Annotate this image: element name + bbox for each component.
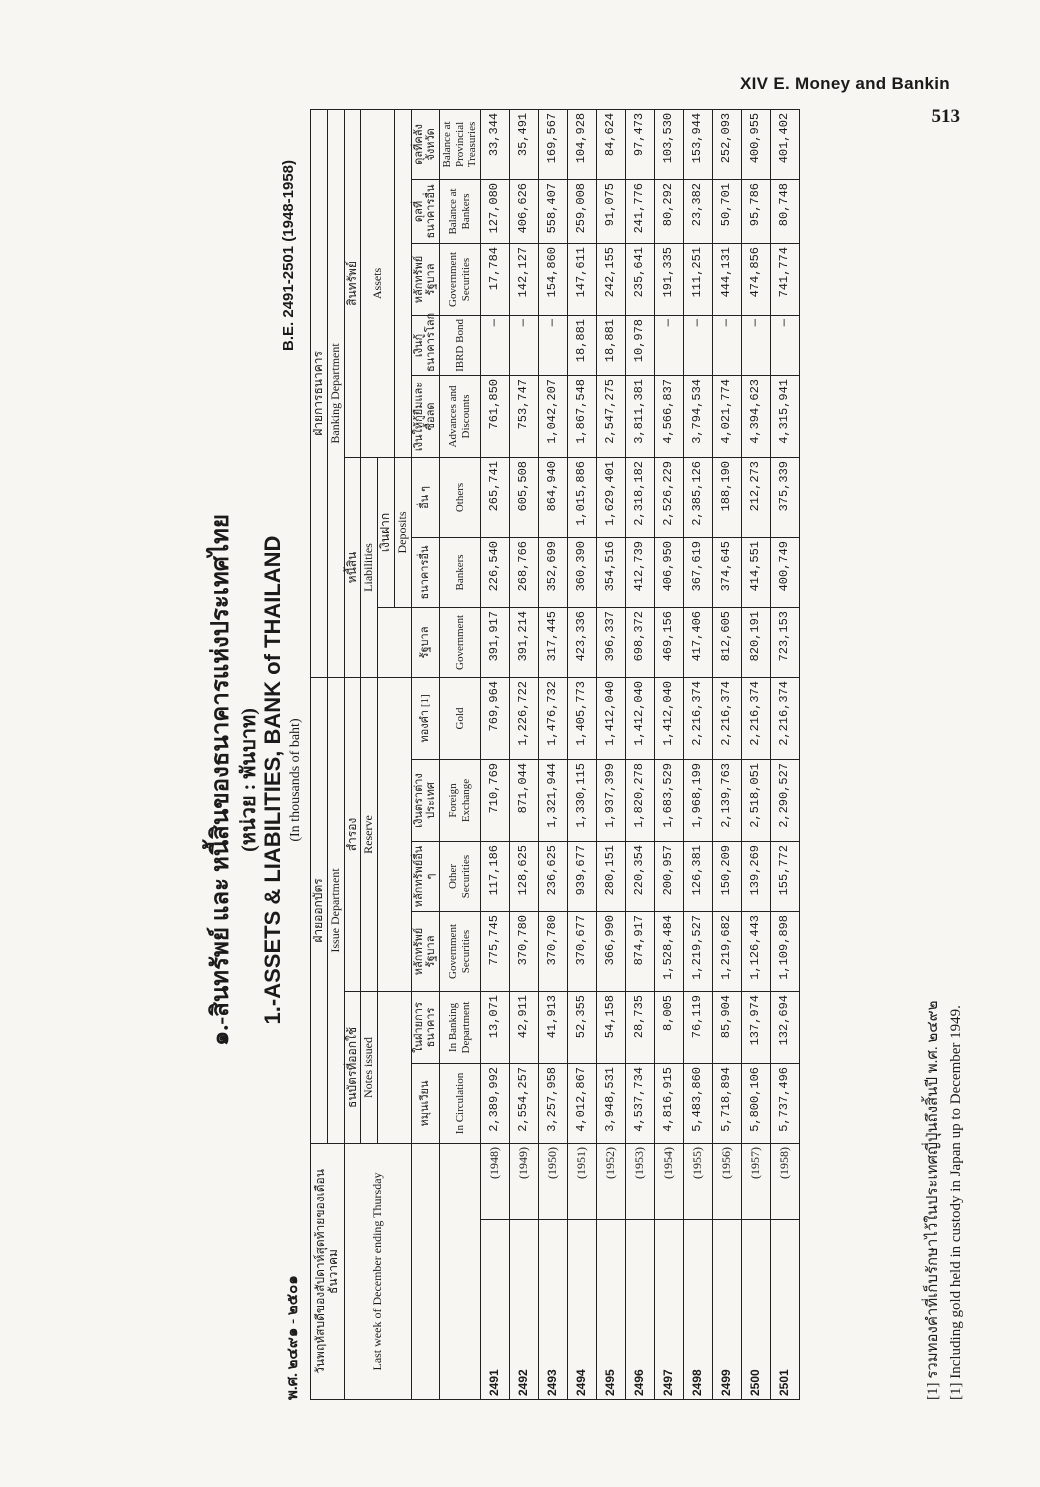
col-english-9: Others bbox=[440, 457, 481, 537]
year-ce: (1952) bbox=[596, 1143, 625, 1219]
table-cell: 1,412,040 bbox=[654, 677, 683, 759]
year-be: 2493 bbox=[538, 1220, 567, 1400]
table-cell: 252,093 bbox=[712, 109, 741, 179]
table-cell: 104,928 bbox=[567, 109, 596, 179]
table-cell: 97,473 bbox=[625, 109, 654, 179]
table-cell: 155,772 bbox=[770, 841, 799, 911]
stub-header-thai: วันพฤหัสบดีของสัปดาห์สุดท้ายของเดือนธันวาคม bbox=[311, 1143, 345, 1399]
table-cell: 710,769 bbox=[480, 759, 509, 841]
table-row bbox=[596, 109, 625, 1399]
table-cell: 367,619 bbox=[683, 537, 712, 607]
table-cell: 8,005 bbox=[654, 991, 683, 1063]
table-cell: 474,856 bbox=[741, 243, 770, 315]
col-thai-7: รัฐบาล bbox=[411, 607, 439, 677]
table-cell: 41,913 bbox=[538, 991, 567, 1063]
table-cell: 128,625 bbox=[509, 841, 538, 911]
col-thai-6: ทองคำ [1] bbox=[411, 677, 439, 759]
table-row bbox=[625, 109, 654, 1399]
table-cell: 2,518,051 bbox=[741, 759, 770, 841]
period-row bbox=[280, 160, 304, 1400]
table-cell: 1,015,886 bbox=[567, 457, 596, 537]
year-ce: (1955) bbox=[683, 1143, 712, 1219]
table-cell: 812,605 bbox=[712, 607, 741, 677]
table-cell: 28,735 bbox=[625, 991, 654, 1063]
table-cell: 4,021,774 bbox=[712, 375, 741, 457]
table-cell: 150,209 bbox=[712, 841, 741, 911]
table-cell: 18,881 bbox=[596, 315, 625, 375]
footnote-english: [1] Including gold held in custody in Japan up to December 1949. bbox=[948, 1005, 964, 1400]
table-cell: 874,917 bbox=[625, 911, 654, 991]
table-cell: 2,216,374 bbox=[741, 677, 770, 759]
table-cell: 153,944 bbox=[683, 109, 712, 179]
table-cell: 18,881 bbox=[567, 315, 596, 375]
table-cell: 2,554,257 bbox=[509, 1063, 538, 1143]
period-thai: พ.ศ. ๒๔๙๑ - ๒๕๐๑ bbox=[285, 1275, 301, 1400]
table-cell: 280,151 bbox=[596, 841, 625, 911]
year-be: 2498 bbox=[683, 1220, 712, 1400]
period-english: B.E. 2491-2501 (1948-1958) bbox=[280, 160, 297, 351]
assets-liabilities-table bbox=[310, 109, 800, 1400]
col-english-2: In Banking Department bbox=[440, 991, 481, 1063]
col-thai-11: เงินกู้ธนาคารโลก bbox=[411, 315, 439, 375]
table-cell: 235,641 bbox=[625, 243, 654, 315]
table-cell: 10,978 bbox=[625, 315, 654, 375]
reserve-spacer bbox=[378, 677, 412, 991]
table-cell: 4,012,867 bbox=[567, 1063, 596, 1143]
table-cell: 2,318,182 bbox=[625, 457, 654, 537]
rotated-table-sheet bbox=[200, 112, 1040, 1400]
table-cell: 111,251 bbox=[683, 243, 712, 315]
table-cell: 1,042,207 bbox=[538, 375, 567, 457]
table-cell: 2,526,229 bbox=[654, 457, 683, 537]
table-body bbox=[480, 109, 799, 1399]
col-english-3: Government Securities bbox=[440, 911, 481, 991]
table-cell: 1,405,773 bbox=[567, 677, 596, 759]
table-cell: 126,381 bbox=[683, 841, 712, 911]
table-cell: 391,214 bbox=[509, 607, 538, 677]
table-cell: 188,190 bbox=[712, 457, 741, 537]
year-ce: (1958) bbox=[770, 1143, 799, 1219]
table-cell: 396,337 bbox=[596, 607, 625, 677]
year-ce: (1954) bbox=[654, 1143, 683, 1219]
table-cell: 154,860 bbox=[538, 243, 567, 315]
table-cell: 268,766 bbox=[509, 537, 538, 607]
table-cell: 212,273 bbox=[741, 457, 770, 537]
table-cell: — bbox=[654, 315, 683, 375]
table-cell: 1,412,040 bbox=[625, 677, 654, 759]
table-cell: 1,126,443 bbox=[741, 911, 770, 991]
year-ce: (1951) bbox=[567, 1143, 596, 1219]
table-cell: 2,290,527 bbox=[770, 759, 799, 841]
table-cell: 4,816,915 bbox=[654, 1063, 683, 1143]
table-cell: 1,412,040 bbox=[596, 677, 625, 759]
table-cell: 2,139,763 bbox=[712, 759, 741, 841]
table-cell: 414,551 bbox=[741, 537, 770, 607]
table-cell: 84,624 bbox=[596, 109, 625, 179]
table-cell: 1,867,548 bbox=[567, 375, 596, 457]
banking-dept-thai: ฝ่ายการธนาคาร bbox=[311, 109, 328, 677]
year-ce: (1957) bbox=[741, 1143, 770, 1219]
table-cell: 698,372 bbox=[625, 607, 654, 677]
table-cell: 4,315,941 bbox=[770, 375, 799, 457]
table-cell: 2,216,374 bbox=[770, 677, 799, 759]
unit-thai: (หน่วย : พันบาท) bbox=[238, 708, 260, 852]
col-english-1: In Circulation bbox=[440, 1063, 481, 1143]
col-thai-2: ในฝ่ายการธนาคาร bbox=[411, 991, 439, 1063]
col-thai-13: ดุลที่ธนาคารอื่น bbox=[411, 179, 439, 243]
table-cell: 820,191 bbox=[741, 607, 770, 677]
col-thai-12: หลักทรัพย์รัฐบาล bbox=[411, 243, 439, 315]
assets-english: Assets bbox=[361, 109, 395, 457]
table-cell: 220,354 bbox=[625, 841, 654, 911]
table-cell: 2,385,126 bbox=[683, 457, 712, 537]
table-cell: 1,219,527 bbox=[683, 911, 712, 991]
col-thai-8: ธนาคารอื่น bbox=[411, 537, 439, 607]
table-cell: 769,964 bbox=[480, 677, 509, 759]
assets-thai: สินทรัพย์ bbox=[344, 109, 361, 457]
table-cell: 417,406 bbox=[683, 607, 712, 677]
table-cell: 1,476,732 bbox=[538, 677, 567, 759]
col-thai-5: เงินตราต่างประเทศ bbox=[411, 759, 439, 841]
table-cell: 35,491 bbox=[509, 109, 538, 179]
year-be: 2492 bbox=[509, 1220, 538, 1400]
table-cell: 241,776 bbox=[625, 179, 654, 243]
table-cell: 3,811,381 bbox=[625, 375, 654, 457]
year-ce: (1953) bbox=[625, 1143, 654, 1219]
notes-spacer bbox=[378, 991, 412, 1143]
table-cell: 4,394,623 bbox=[741, 375, 770, 457]
year-be: 2494 bbox=[567, 1220, 596, 1400]
table-cell: 5,737,496 bbox=[770, 1063, 799, 1143]
table-cell: 3,948,531 bbox=[596, 1063, 625, 1143]
table-cell: 370,677 bbox=[567, 911, 596, 991]
table-row bbox=[770, 109, 799, 1399]
table-cell: 117,186 bbox=[480, 841, 509, 911]
year-ce: (1948) bbox=[480, 1143, 509, 1219]
issue-dept-thai: ฝ่ายออกบัตร bbox=[311, 677, 328, 1143]
table-cell: 370,780 bbox=[538, 911, 567, 991]
stub-spacer bbox=[411, 1143, 439, 1399]
year-be: 2500 bbox=[741, 1220, 770, 1400]
table-cell: 753,747 bbox=[509, 375, 538, 457]
table-cell: 142,127 bbox=[509, 243, 538, 315]
table-cell: 200,957 bbox=[654, 841, 683, 911]
col-english-7: Government bbox=[440, 607, 481, 677]
table-cell: 939,677 bbox=[567, 841, 596, 911]
table-cell: 95,786 bbox=[741, 179, 770, 243]
issue-dept-english: Issue Department bbox=[327, 677, 344, 1143]
footnote-thai: [1] รวมทองคำที่เก็บรักษาไว้ในประเทศญี่ปุ่นถึงสิ้นปี พ.ศ. ๒๔๙๒ bbox=[925, 1000, 941, 1400]
table-cell: 91,075 bbox=[596, 179, 625, 243]
table-cell: 3,257,958 bbox=[538, 1063, 567, 1143]
table-cell: 366,990 bbox=[596, 911, 625, 991]
table-cell: 400,749 bbox=[770, 537, 799, 607]
col-english-8: Bankers bbox=[440, 537, 481, 607]
col-thai-14: ดุลที่คลังจังหวัด bbox=[411, 109, 439, 179]
table-cell: — bbox=[741, 315, 770, 375]
table-cell: — bbox=[480, 315, 509, 375]
col-english-11: IBRD Bond bbox=[440, 315, 481, 375]
table-cell: 723,153 bbox=[770, 607, 799, 677]
table-cell: 132,694 bbox=[770, 991, 799, 1063]
table-row bbox=[741, 109, 770, 1399]
table-cell: 2,389,992 bbox=[480, 1063, 509, 1143]
table-cell: 2,547,275 bbox=[596, 375, 625, 457]
table-cell: 2,216,374 bbox=[712, 677, 741, 759]
table-cell: 259,008 bbox=[567, 179, 596, 243]
table-cell: 85,904 bbox=[712, 991, 741, 1063]
table-cell: 1,937,399 bbox=[596, 759, 625, 841]
table-cell: 1,820,278 bbox=[625, 759, 654, 841]
table-cell: 741,774 bbox=[770, 243, 799, 315]
table-cell: 80,748 bbox=[770, 179, 799, 243]
table-cell: — bbox=[683, 315, 712, 375]
col-english-6: Gold bbox=[440, 677, 481, 759]
table-cell: 139,269 bbox=[741, 841, 770, 911]
col-english-14: Balance at Provincial Treasuries bbox=[440, 109, 481, 179]
col-english-13: Balance at Bankers bbox=[440, 179, 481, 243]
table-cell: 54,158 bbox=[596, 991, 625, 1063]
table-cell: 169,567 bbox=[538, 109, 567, 179]
table-cell: 4,537,734 bbox=[625, 1063, 654, 1143]
table-cell: 360,390 bbox=[567, 537, 596, 607]
stub-spacer-2 bbox=[440, 1143, 481, 1399]
table-cell: 370,780 bbox=[509, 911, 538, 991]
table-cell: 52,355 bbox=[567, 991, 596, 1063]
table-cell: 406,950 bbox=[654, 537, 683, 607]
stub-header-english: Last week of December ending Thursday bbox=[344, 1143, 411, 1399]
table-cell: 1,528,484 bbox=[654, 911, 683, 991]
deposits-thai: เงินฝาก bbox=[378, 457, 395, 607]
table-cell: 412,739 bbox=[625, 537, 654, 607]
table-cell: 871,044 bbox=[509, 759, 538, 841]
liabilities-english: Liabilities bbox=[361, 457, 378, 677]
table-cell: 423,336 bbox=[567, 607, 596, 677]
table-cell: 50,701 bbox=[712, 179, 741, 243]
table-cell: 1,683,529 bbox=[654, 759, 683, 841]
banking-dept-english: Banking Department bbox=[327, 109, 344, 677]
table-cell: 80,292 bbox=[654, 179, 683, 243]
table-cell: 127,080 bbox=[480, 179, 509, 243]
year-be: 2491 bbox=[480, 1220, 509, 1400]
table-row bbox=[538, 109, 567, 1399]
table-cell: 1,968,199 bbox=[683, 759, 712, 841]
unit-english: (In thousands of baht) bbox=[288, 718, 303, 842]
col-english-5: Foreign Exchange bbox=[440, 759, 481, 841]
table-cell: 1,629,401 bbox=[596, 457, 625, 537]
table-cell: 5,718,894 bbox=[712, 1063, 741, 1143]
table-cell: 5,800,106 bbox=[741, 1063, 770, 1143]
table-row bbox=[654, 109, 683, 1399]
table-cell: 17,784 bbox=[480, 243, 509, 315]
table-cell: — bbox=[712, 315, 741, 375]
table-cell: 1,330,115 bbox=[567, 759, 596, 841]
table-cell: 1,226,722 bbox=[509, 677, 538, 759]
table-cell: 265,741 bbox=[480, 457, 509, 537]
footnotes bbox=[920, 160, 976, 1400]
page-number: 513 bbox=[931, 106, 960, 127]
title-thai: ๑.-สินทรัพย์ และ หนี้สินของธนาคารแห่งประเทศไทย bbox=[208, 514, 234, 1046]
col-thai-1: หมุนเวียน bbox=[411, 1063, 439, 1143]
col-english-4: Other Securities bbox=[440, 841, 481, 911]
reserve-english: Reserve bbox=[361, 677, 378, 991]
table-cell: 23,382 bbox=[683, 179, 712, 243]
table-cell: 103,530 bbox=[654, 109, 683, 179]
table-cell: 761,850 bbox=[480, 375, 509, 457]
col-english-12: Government Securities bbox=[440, 243, 481, 315]
liab-spacer bbox=[378, 607, 412, 677]
year-be: 2501 bbox=[770, 1220, 799, 1400]
table-cell: 400,955 bbox=[741, 109, 770, 179]
table-cell: 3,794,534 bbox=[683, 375, 712, 457]
notes-issued-thai: ธนบัตรที่ออกใช้ bbox=[344, 991, 361, 1143]
table-cell: 558,407 bbox=[538, 179, 567, 243]
table-cell: 374,645 bbox=[712, 537, 741, 607]
year-be: 2495 bbox=[596, 1220, 625, 1400]
table-cell: 5,483,860 bbox=[683, 1063, 712, 1143]
table-cell: 1,109,898 bbox=[770, 911, 799, 991]
table-cell: 1,321,944 bbox=[538, 759, 567, 841]
year-be: 2496 bbox=[625, 1220, 654, 1400]
table-cell: 775,745 bbox=[480, 911, 509, 991]
table-cell: 401,402 bbox=[770, 109, 799, 179]
table-cell: 2,216,374 bbox=[683, 677, 712, 759]
table-cell: 469,156 bbox=[654, 607, 683, 677]
table-row bbox=[567, 109, 596, 1399]
table-cell: — bbox=[509, 315, 538, 375]
table-cell: 137,974 bbox=[741, 991, 770, 1063]
notes-issued-english: Notes issued bbox=[361, 991, 378, 1143]
table-cell: 76,119 bbox=[683, 991, 712, 1063]
table-row bbox=[712, 109, 741, 1399]
table-cell: 444,131 bbox=[712, 243, 741, 315]
table-cell: 13,071 bbox=[480, 991, 509, 1063]
deposits-english: Deposits bbox=[394, 457, 411, 607]
assets-spacer bbox=[394, 109, 411, 457]
year-be: 2499 bbox=[712, 1220, 741, 1400]
table-cell: 236,625 bbox=[538, 841, 567, 911]
table-row bbox=[480, 109, 509, 1399]
table-cell: 33,344 bbox=[480, 109, 509, 179]
year-ce: (1949) bbox=[509, 1143, 538, 1219]
table-cell: 605,508 bbox=[509, 457, 538, 537]
col-thai-3: หลักทรัพย์รัฐบาล bbox=[411, 911, 439, 991]
table-cell: 191,335 bbox=[654, 243, 683, 315]
liabilities-thai: หนี้สิน bbox=[344, 457, 361, 677]
table-cell: 226,540 bbox=[480, 537, 509, 607]
table-cell: — bbox=[770, 315, 799, 375]
table-cell: 42,911 bbox=[509, 991, 538, 1063]
title-english: 1.-ASSETS & LIABILITIES, BANK of THAILAND bbox=[260, 535, 285, 1025]
table-cell: 391,917 bbox=[480, 607, 509, 677]
table-row bbox=[509, 109, 538, 1399]
table-row bbox=[683, 109, 712, 1399]
table-cell: 354,516 bbox=[596, 537, 625, 607]
running-head: XIV E. Money and Bankin bbox=[740, 74, 950, 93]
col-thai-10: เงินให้กู้ยืมและซื้อลด bbox=[411, 375, 439, 457]
table-cell: 352,699 bbox=[538, 537, 567, 607]
table-cell: 317,445 bbox=[538, 607, 567, 677]
col-thai-9: อื่น ๆ bbox=[411, 457, 439, 537]
table-cell: 864,940 bbox=[538, 457, 567, 537]
col-thai-4: หลักทรัพย์อื่น ๆ bbox=[411, 841, 439, 911]
reserve-thai: สำรอง bbox=[344, 677, 361, 991]
year-be: 2497 bbox=[654, 1220, 683, 1400]
table-cell: 1,219,682 bbox=[712, 911, 741, 991]
col-english-10: Advances and Discounts bbox=[440, 375, 481, 457]
table-cell: 375,339 bbox=[770, 457, 799, 537]
table-cell: 242,155 bbox=[596, 243, 625, 315]
year-ce: (1950) bbox=[538, 1143, 567, 1219]
table-cell: 147,611 bbox=[567, 243, 596, 315]
year-ce: (1956) bbox=[712, 1143, 741, 1219]
table-cell: 406,626 bbox=[509, 179, 538, 243]
table-cell: — bbox=[538, 315, 567, 375]
table-cell: 4,566,837 bbox=[654, 375, 683, 457]
